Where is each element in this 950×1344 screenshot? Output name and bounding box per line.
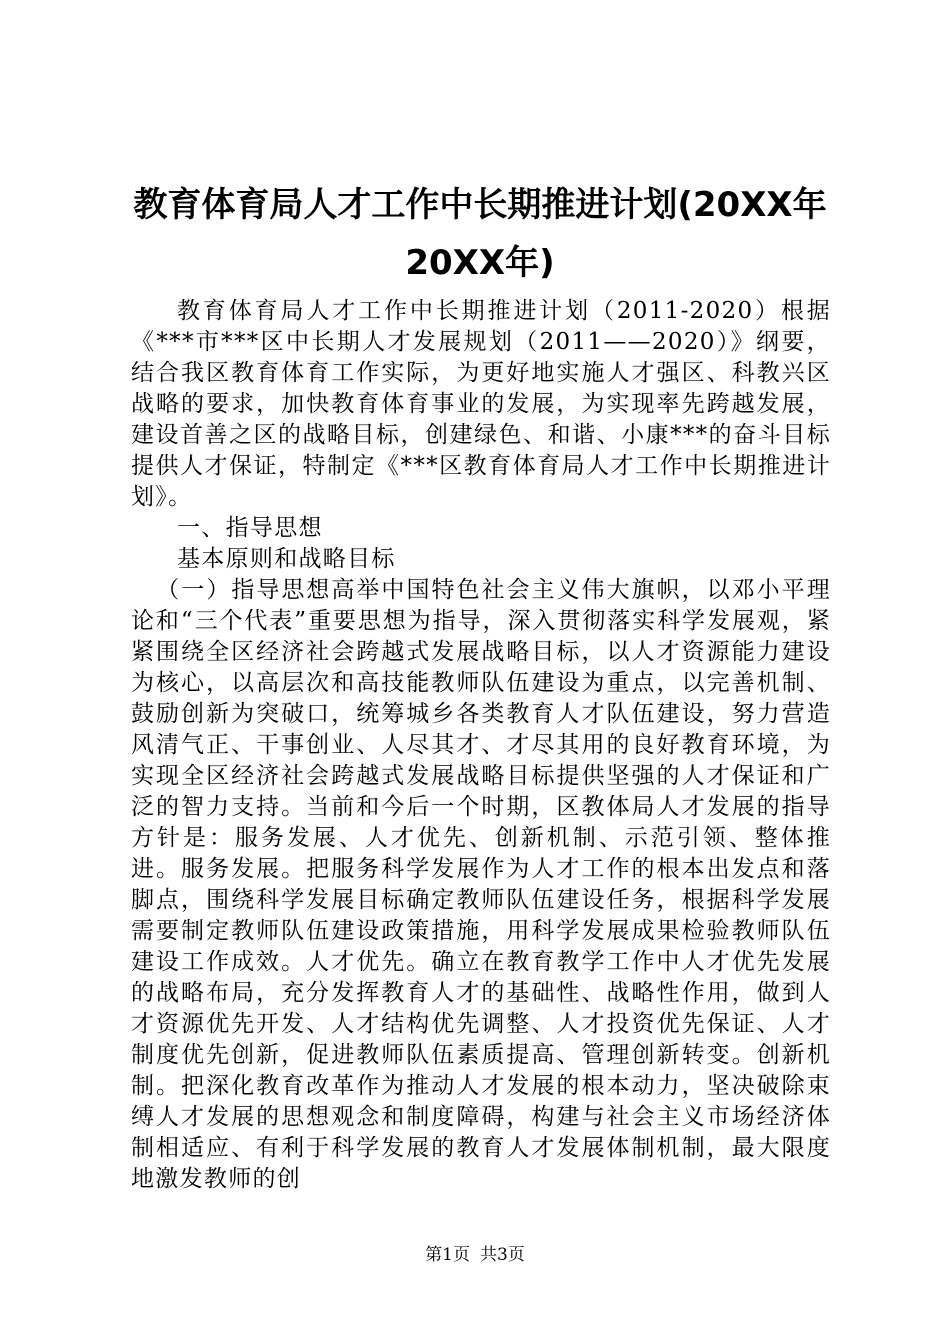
page-number: 第1页 [425, 1245, 470, 1265]
page-footer [0, 1244, 950, 1266]
section-heading: 一、指导思想 [177, 515, 323, 541]
page-total: 共3页 [480, 1245, 525, 1265]
intro-paragraph: 教育体育局人才工作中长期推进计划（2011-2020）根据《***市***区中长期人才发展规划（2011——2020）》纲要，结合我区教育体育工作实际，为更好地实施人才强区、科教兴区战略的要求，加快教育体育事业的发展，为实现率先跨越发展，建设首善之区的战略目标，创建绿色、和谐、小康***的奋斗目标提供人才保证，特制定《***区教育体育局人才工作中长期推进计划》。 [131, 298, 831, 510]
subsection-heading: 基本原则和战略目标 [177, 546, 396, 572]
document-body [131, 296, 831, 1195]
document-title: 教育体育局人才工作中长期推进计划(20XX年20XX年) [133, 185, 827, 283]
guiding-thought-paragraph: （一）指导思想高举中国特色社会主义伟大旗帜，以邓小平理论和“三个代表”重要思想为指导，深入贯彻落实科学发展观，紧紧围绕全区经济社会跨越式发展战略目标，以人才资源能力建设为核心，以高层次和高技能教师队伍建设为重点，以完善机制、鼓励创新为突破口，统筹城乡各类教育人才队伍建设，努力营造风清气正、干事创业、人尽其才、才尽其用的良好教育环境，为实现全区经济社会跨越式发展战略目标提供坚强的人才保证和广泛的智力支持。当前和今后一个时期，区教体局人才发展的指导方针是：服务发展、人才优先、创新机制、示范引领、整体推进。服务发展。把服务科学发展作为人才工作的根本出发点和落脚点，围绕科学发展目标确定教师队伍建设任务，根据科学发展需要制定教师队伍建设政策措施，用科学发展成果检验教师队伍建设工作成效。人才优先。确立在教育教学工作中人才优先发展的战略布局，充分发挥教育人才的基础性、战略性作用，做到人才资源优先开发、人才结构优先调整、人才投资优先保证、人才制度优先创新，促进教师队伍素质提高、管理创新转变。创新机制。把深化教育改革作为推动人才发展的根本动力，坚决破除束缚人才发展的思想观念和制度障碍，构建与社会主义市场经济体制相适应、有利于科学发展的教育人才发展体制机制，最大限度地激发教师的创 [131, 577, 831, 1192]
